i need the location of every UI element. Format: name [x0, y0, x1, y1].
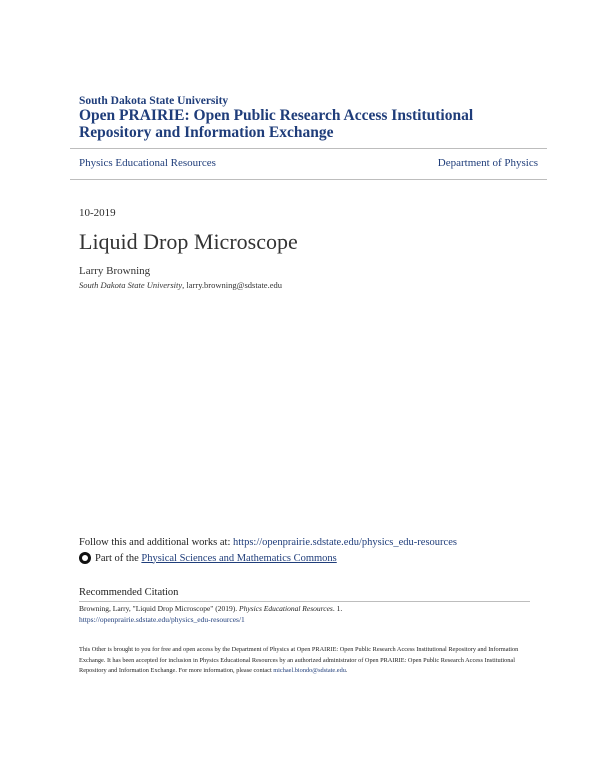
follow-line — [79, 537, 457, 548]
header-divider — [70, 148, 547, 149]
nav-divider — [70, 179, 547, 180]
author-name: Larry Browning — [79, 265, 151, 277]
citation-series: Physics Educational Resources — [238, 604, 333, 613]
access-notice — [79, 645, 519, 677]
repository-name: Open PRAIRIE: Open Public Research Access Institutional Repository and Information Exchange — [79, 107, 474, 141]
publication-date: 10-2019 — [79, 207, 116, 219]
part-of-line — [79, 552, 337, 564]
commons-link[interactable]: Physical Sciences and Mathematics Commons — [141, 552, 337, 564]
part-of-text: Part of the — [95, 552, 139, 564]
article-title: Liquid Drop Microscope — [79, 229, 298, 254]
commons-icon — [79, 552, 91, 564]
notice-end: . — [345, 667, 348, 674]
notice-text: This Other is brought to you for free and open access by the Department of Physics at Open PRAIRIE: Open Public Research Access Institutional Repository and Information Exchange. It has been accepted for inclusion in Physics Educational Resources by an authorized administrator of Open PRAIRIE: Open Public Research Access Institutional Repository and Information Exchange. For more information, please contact — [79, 646, 519, 674]
department-link[interactable]: Department of Physics — [437, 157, 538, 169]
collection-link[interactable]: Physics Educational Resources — [79, 157, 216, 169]
follow-link[interactable]: https://openprairie.sdstate.edu/physics_edu-resources — [233, 537, 457, 548]
citation-number: . 1. — [332, 604, 343, 613]
affiliation-institution: South Dakota State University — [79, 280, 183, 290]
citation-heading: Recommended Citation — [79, 587, 179, 598]
follow-text: Follow this and additional works at: — [79, 537, 233, 548]
citation-divider — [79, 601, 530, 602]
contact-email-link[interactable]: michael.biondo@sdstate.edu — [273, 667, 346, 674]
citation-block — [79, 603, 342, 625]
author-affiliation — [79, 280, 282, 290]
citation-text: Browning, Larry, "Liquid Drop Microscope" (2019). — [79, 604, 239, 613]
affiliation-email: , larry.browning@sdstate.edu — [182, 280, 282, 290]
university-name: South Dakota State University — [79, 95, 229, 107]
citation-link[interactable]: https://openprairie.sdstate.edu/physics_edu-resources/1 — [79, 615, 245, 624]
